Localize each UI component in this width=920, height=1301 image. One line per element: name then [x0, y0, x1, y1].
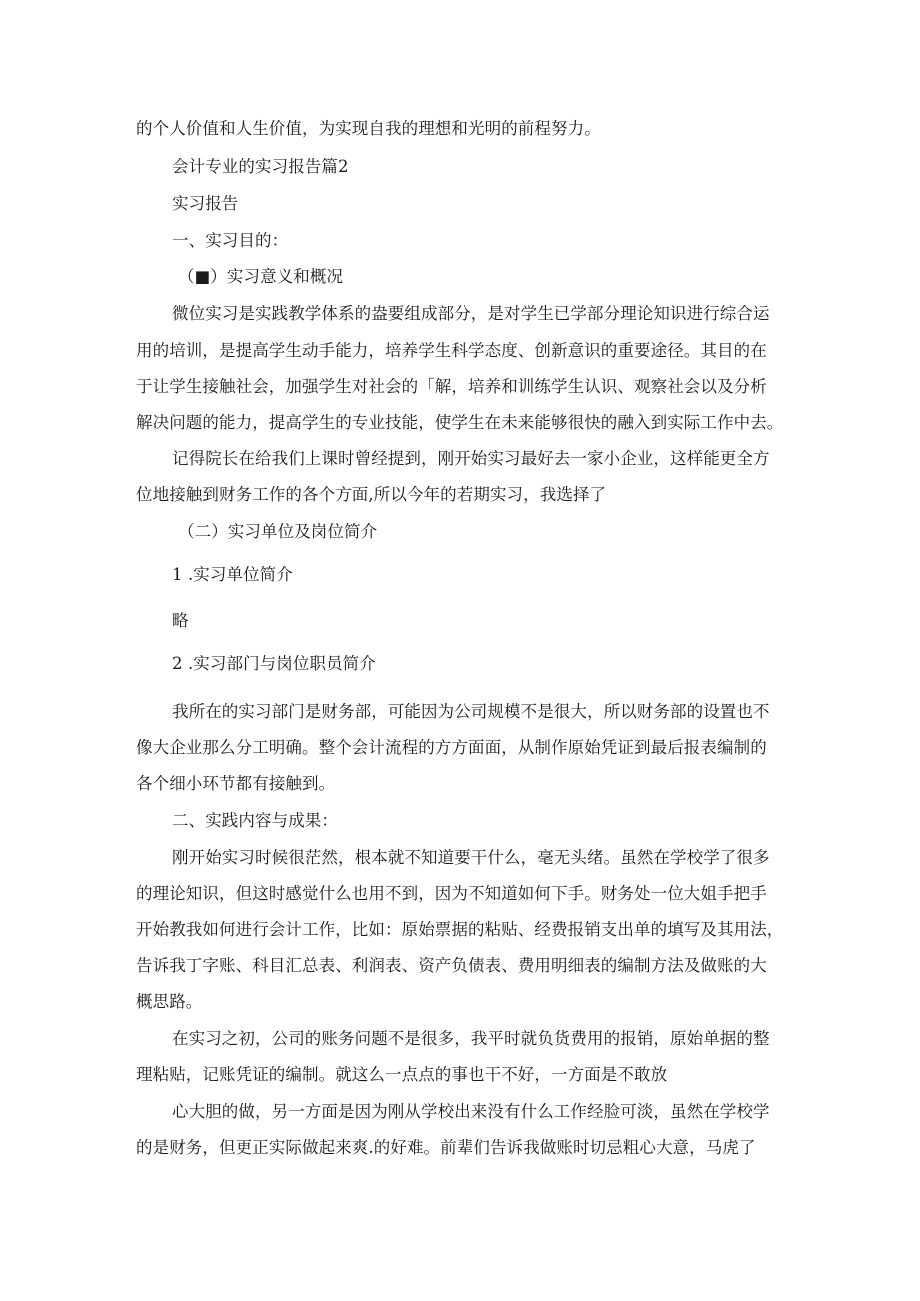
text-line: 的个人价值和人生价值，为实现自我的理想和光明的前程努力。	[136, 119, 601, 138]
text-line: 在实习之初，公司的账务问题不是很多，我平时就负货费用的报销，原始单据的整	[172, 1029, 770, 1048]
section-heading: 一、实习目的：	[172, 231, 289, 250]
report-title: 实习报告	[172, 194, 239, 213]
section-heading: 二、实践内容与成果：	[172, 811, 338, 830]
text-line: 位地接触到财务工作的各个方面,所以今年的若期实习，我选择了	[136, 485, 607, 504]
subsection-heading: （二）实习单位及岗位简介	[178, 522, 378, 541]
text-line: 刚开始实习时候很茫然，根本就不知道要干什么，毫无头绪。虽然在学校学了很多	[172, 848, 770, 867]
subtitle: 会计专业的实习报告篇2	[172, 157, 349, 176]
text-line: 开始教我如何进行会计工作，比如：原始票据的粘贴、经费报销支出单的填写及其用法，	[136, 920, 784, 939]
text-line: 理粘贴，记账凭证的编制。就这么一点点的事也干不好，一方面是不敢放	[136, 1065, 668, 1084]
text-line: 告诉我丁字账、科目汇总表、利润表、资产负债表、费用明细表的编制方法及做账的大	[136, 956, 767, 975]
text-line: 心大胆的做，另一方面是因为刚从学校出来没有什么工作经脸可淡，虽然在学校学	[172, 1102, 770, 1121]
subsection-heading: （■）实习意义和概况	[178, 267, 344, 286]
text-line: 略	[172, 611, 189, 630]
text-line: 我所在的实习部门是财务部，可能因为公司规模不是很大，所以财务部的设置也不	[172, 702, 770, 721]
text-line: 用的培训，是提高学生动手能力，培养学生科学态度、创新意识的重要途径。其目的在	[136, 341, 767, 360]
text-line: 解决问题的能力，提高学生的专业技能，使学生在未来能够很快的融入到实际工作中去。	[136, 413, 784, 432]
text-line: 于让学生接触社会，加强学生对社会的「解，培养和训练学生认识、观察社会以及分析	[136, 377, 767, 396]
list-item: 1 .实习单位简介	[172, 565, 293, 584]
list-item: 2 .实习部门与岗位职员简介	[172, 654, 376, 673]
text-line: 的理论知识，但这时感觉什么也用不到，因为不知道如何下手。财务处一位大姐手把手	[136, 884, 767, 903]
text-line: 概思路。	[136, 992, 203, 1011]
text-line: 的是财务，但更正实际做起来爽.的好难。前辈们告诉我做账时切忌粗心大意，马虎了	[136, 1138, 756, 1157]
text-line: 各个细小环节都有接触到。	[136, 774, 336, 793]
text-line: 记得院长在给我们上课时曾经提到，刚开始实习最好去一家小企业，这样能更全方	[172, 449, 770, 468]
text-line: 微位实习是实践教学体系的盎要组成部分，是对学生已学部分理论知识进行综合运	[172, 304, 770, 323]
text-line: 像大企业那么分工明确。整个会计流程的方方面面，从制作原始凭证到最后报表编制的	[136, 738, 767, 757]
